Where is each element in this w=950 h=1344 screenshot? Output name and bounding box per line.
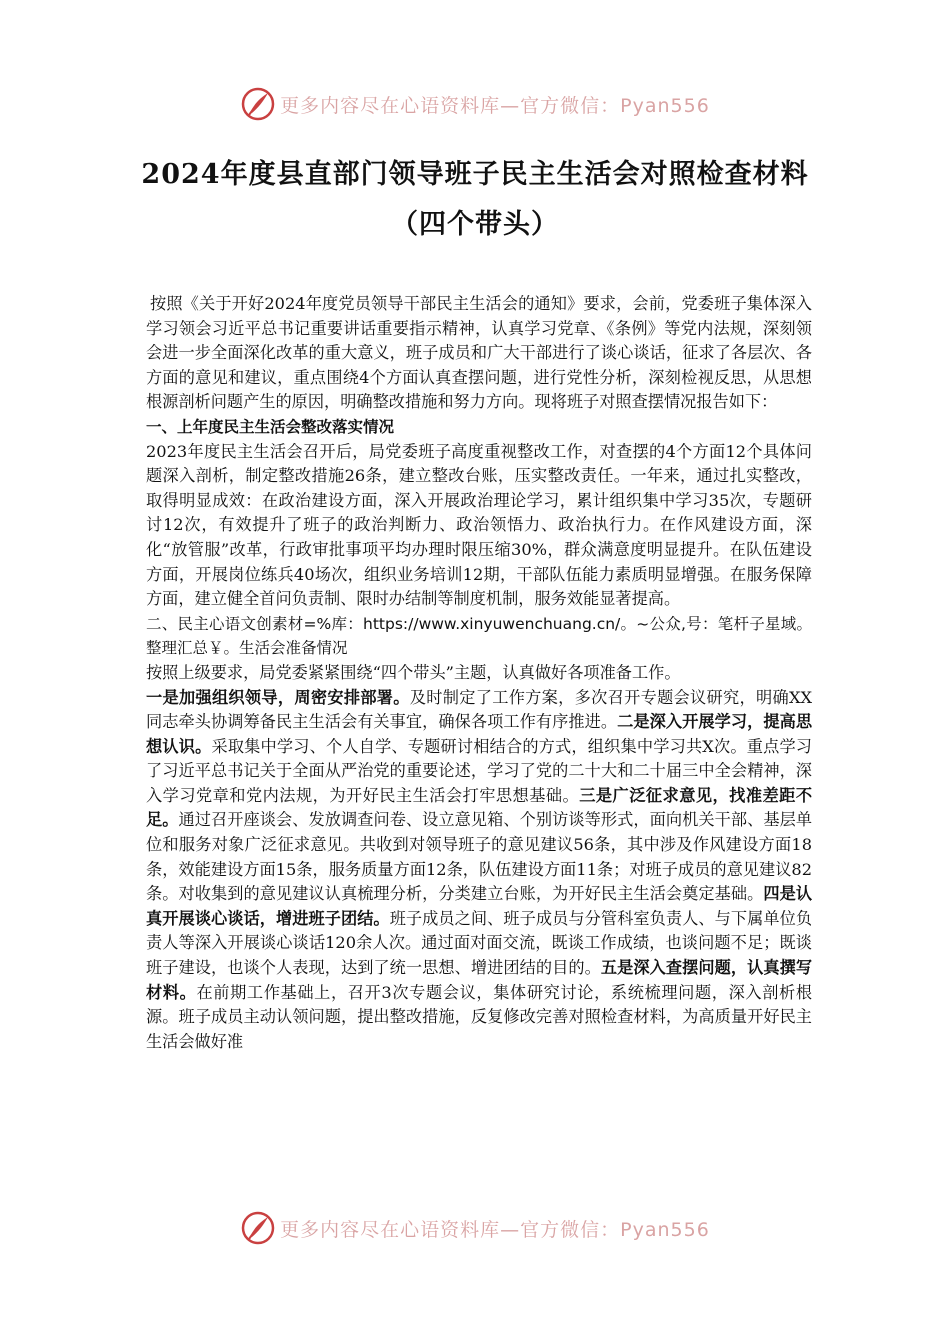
feather-pen-logo-icon	[240, 86, 276, 122]
feather-pen-logo-icon	[240, 1210, 276, 1246]
section-1-heading: 一、上年度民主生活会整改落实情况	[146, 417, 395, 436]
point-1-heading: 一是加强组织领导，周密安排部署。	[146, 687, 410, 707]
point-3-heading: 三是广泛征求意见，找准差距不足。	[146, 785, 813, 830]
point-3-text: 通过召开座谈会、发放调查问卷、设立意见箱、个别访谈等形式，面向机关干部、基层单位和服务对象广泛征求意见。共收到对领导班子的意见建议56条，其中涉及作风建设方面18条，效能建设方面15条，服务质量方面12条，队伍建设方面11条；对班子成员的意见建议82条。对收集到的意见建议认真梳理分析，分类建立台账，为开好民主生活会奠定基础。	[146, 810, 813, 904]
section-2-heading: 二、民主心语文创素材=%库：https://www.xinyuwenchuang.cn/。~公众,号：笔杆子星域。整理汇总￥。生活会准备情况	[146, 614, 812, 658]
point-2-heading: 二是深入开展学习，提高思想认识。	[146, 712, 813, 756]
watermark-text: 更多内容尽在心语资料库—官方微信：Pyan556	[280, 1218, 710, 1241]
document-title: 2024年度县直部门领导班子民主生活会对照检查材料（四个带头）	[141, 159, 809, 240]
document-body	[146, 292, 812, 1054]
point-4-heading: 四是认真开展谈心谈话，增进班子团结。	[146, 884, 813, 928]
intro-paragraph: 按照《关于开好2024年度党员领导干部民主生活会的通知》要求，会前，党委班子集体深入学习领会习近平总书记重要讲话重要指示精神，认真学习党章、《条例》等党内法规，深刻领会进一步全面深化改革的重大意义，班子成员和广大干部进行了谈心谈话，征求了各层次、各方面的意见和建议，重点围绕4个方面认真查摆问题，进行党性分析，深刻检视反思，从思想根源剖析问题产生的原因，明确整改措施和努力方向。现将班子对照查摆情况报告如下：	[146, 294, 812, 412]
section-1-paragraph: 2023年度民主生活会召开后，局党委班子高度重视整改工作，对查摆的4个方面12个具体问题深入剖析，制定整改措施26条，建立整改台账，压实整改责任。一年来，通过扎实整改，取得明显成效：在政治建设方面，深入开展政治理论学习，累计组织集中学习35次，专题研讨12次，有效提升了班子的政治判断力、政治领悟力、政治执行力。在作风建设方面，深化“放管服”改革，行政审批事项平均办理时限压缩30%，群众满意度明显提升。在队伍建设方面，开展岗位练兵40场次，组织业务培训12期，干部队伍能力素质明显增强。在服务保障方面，建立健全首问负责制、限时办结制等制度机制，服务效能显著提高。	[146, 441, 812, 609]
point-5-heading: 五是深入查摆问题，认真撰写材料。	[146, 958, 813, 1002]
point-4-text: 班子成员之间、班子成员与分管科室负责人、与下属单位负责人等深入开展谈心谈话120余人次。通过面对面交流，既谈工作成绩，也谈问题不足；既谈班子建设，也谈个人表现，达到了统一思想、增进团结的目的。	[146, 908, 813, 978]
footer-watermark-banner	[0, 1208, 950, 1248]
point-1-text: 及时制定了工作方案，多次召开专题会议研究，明确XX同志牵头协调筹备民主生活会有关事宜，确保各项工作有序推进。	[146, 687, 813, 732]
point-2-text: 采取集中学习、个人自学、专题研讨相结合的方式，组织集中学习共X次。重点学习了习近平总书记关于全面从严治党的重要论述，学习了党的二十大和二十届三中全会精神，深入学习党章和党内法规，为开好民主生活会打牢思想基础。	[146, 736, 812, 805]
section-2-intro: 按照上级要求，局党委紧紧围绕“四个带头”主题，认真做好各项准备工作。	[146, 662, 681, 682]
point-5-text: 在前期工作基础上，召开3次专题会议，集体研究讨论，系统梳理问题，深入剖析根源。班子成员主动认领问题，提出整改措施，反复修改完善对照检查材料，为高质量开好民主生活会做好准	[146, 982, 813, 1051]
watermark-text: 更多内容尽在心语资料库—官方微信：Pyan556	[280, 94, 710, 117]
section-2-paragraph	[146, 686, 812, 1055]
header-watermark-banner	[0, 84, 950, 124]
